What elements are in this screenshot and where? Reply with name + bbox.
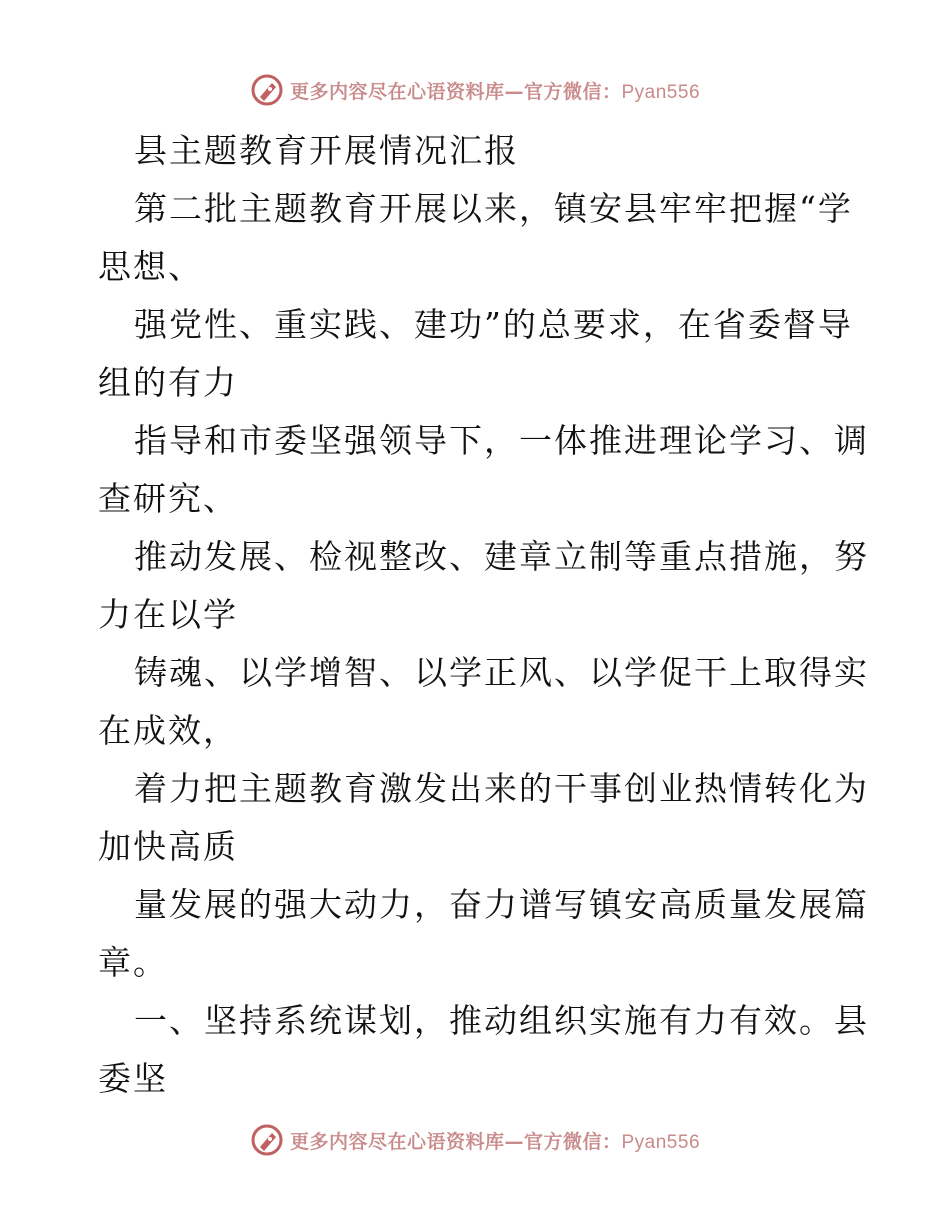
text-line: 指导和市委坚强领导下，一体推进理论学习、调	[134, 421, 869, 460]
text-line: 县主题教育开展情况汇报	[134, 131, 519, 170]
text-line: 思想、	[98, 247, 203, 286]
banner-text	[290, 1127, 700, 1154]
text-line: 推动发展、检视整改、建章立制等重点措施，努	[134, 537, 869, 576]
banner-promo: 更多内容尽在心语资料库—官方微信：	[289, 80, 622, 103]
footer-banner	[0, 1118, 950, 1162]
pen-nib-logo-icon	[250, 1123, 284, 1157]
text-line: 委坚	[98, 1059, 168, 1098]
banner-wechat-id: Pyan556	[621, 1131, 701, 1153]
text-line: 章。	[98, 943, 168, 982]
banner-text	[290, 77, 700, 104]
text-line: 在成效，	[98, 711, 238, 750]
text-line: 一、坚持系统谋划，推动组织实施有力有效。县	[134, 1001, 869, 1040]
text-line: 着力把主题教育激发出来的干事创业热情转化为	[134, 769, 869, 808]
text-line: 力在以学	[98, 595, 238, 634]
text-line: 量发展的强大动力，奋力谱写镇安高质量发展篇	[134, 885, 869, 924]
text-line: 第二批主题教育开展以来，镇安县牢牢把握“学	[134, 189, 853, 228]
banner-wechat-id: Pyan556	[621, 81, 701, 103]
pen-nib-logo-icon	[250, 73, 284, 107]
text-line: 查研究、	[98, 479, 238, 518]
text-line: 组的有力	[98, 363, 238, 402]
text-line: 强党性、重实践、建功”的总要求，在省委督导	[134, 305, 853, 344]
banner-promo: 更多内容尽在心语资料库—官方微信：	[289, 1130, 622, 1153]
text-line: 铸魂、以学增智、以学正风、以学促干上取得实	[134, 653, 869, 692]
header-banner	[0, 68, 950, 112]
text-line: 加快高质	[98, 827, 238, 866]
document-body	[98, 122, 869, 1108]
